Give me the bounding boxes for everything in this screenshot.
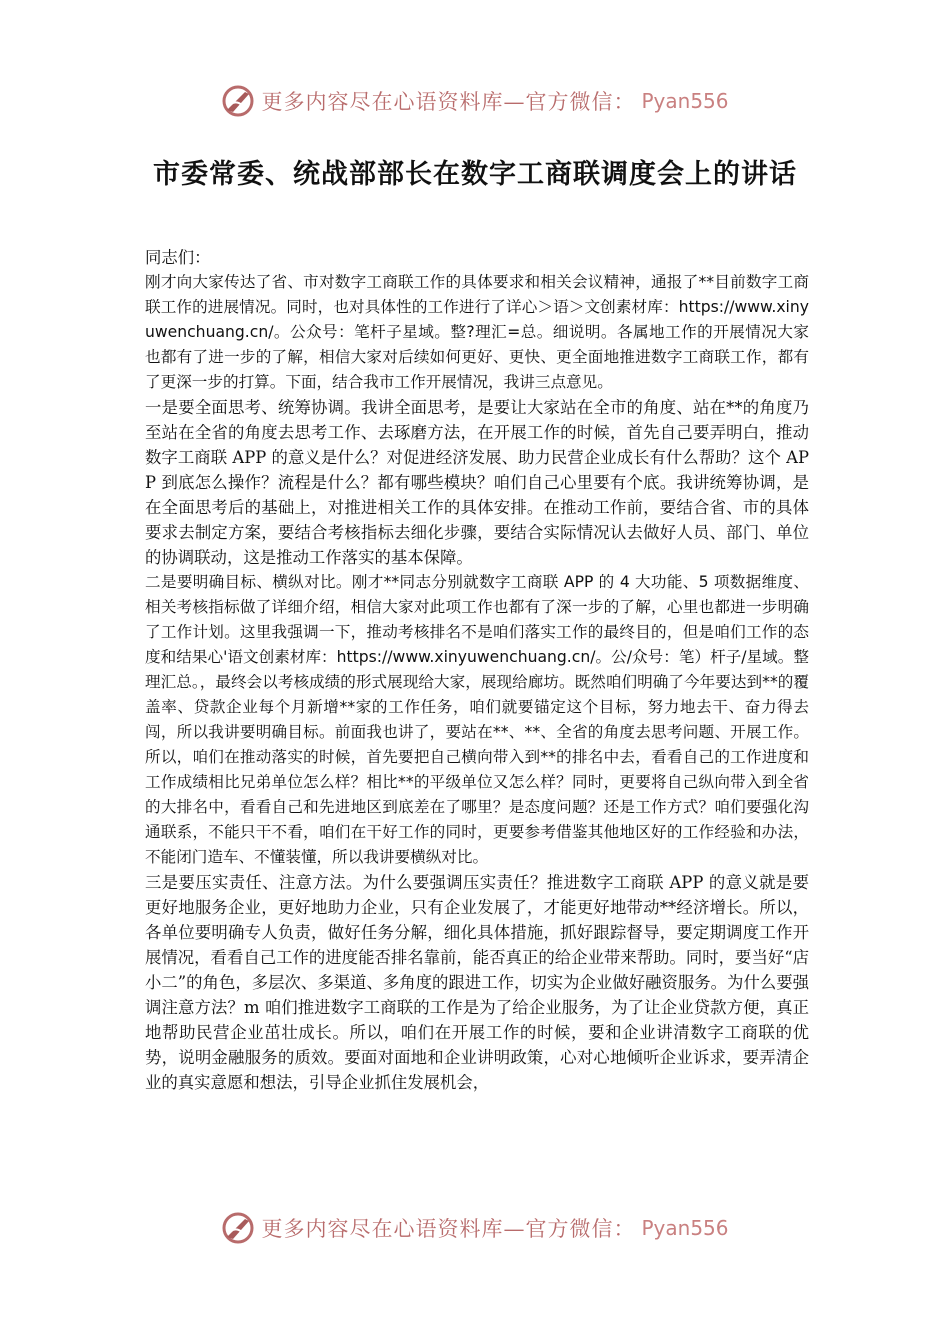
brush-logo-icon (221, 1211, 255, 1245)
salutation: 同志们： (145, 248, 211, 267)
page-title: 市委常委、统战部部长在数字工商联调度会上的讲话 (153, 159, 797, 190)
paragraph-3: 二是要明确目标、横纵对比。刚才**同志分别就数字工商联 APP 的 4 大功能、5 项数据维度、相关考核指标做了详细介绍，相信大家对此项工作也都有了深一步的了解，心里也都进一步明确了工作计划。这里我强调一下，推动考核排名不是咱们落实工作的最终目的，但是咱们工作的态度和结果心'语文创素材库：https://www.xinyuwenchuang.cn/。公/众号：笔）杆子/星域。整理汇总。，最终会以考核成绩的形式展现给大家，展现给廊坊。既然咱们明确了今年要达到**的覆盖率、贷款企业每个月新增**家的工作任务，咱们就要锚定这个目标，努力地去干、奋力得去闯，所以我讲要明确目标。前面我也讲了，要站在**、**、全省的角度去思考问题、开展工作。所以，咱们在推动落实的时候，首先要把自己横向带入到**的排名中去，看看自己的工作进度和工作成绩相比兄弟单位怎么样？相比**的平级单位又怎么样？同时，更要将自己纵向带入到全省的大排名中，看看自己和先进地区到底差在了哪里？是态度问题？还是工作方式？咱们要强化沟通联系，不能只干不看，咱们在干好工作的同时，更要参考借鉴其他地区好的工作经验和办法，不能闭门造车、不懂装懂，所以我讲要横纵对比。 (145, 573, 809, 866)
brush-logo-icon (221, 84, 255, 118)
banner-handle: Pyan556 (641, 89, 729, 113)
paragraph-1: 刚才向大家传达了省、市对数字工商联工作的具体要求和相关会议精神，通报了**目前数字工商联工作的进展情况。同时，也对具体性的工作进行了详心＞语＞文创素材库：https://www.xinyuwenchuang.cn/。公众号：笔杆子星域。整?理汇=总。细说明。各属地工作的开展情况大家也都有了进一步的了解，相信大家对后续如何更好、更快、更全面地推进数字工商联工作，都有了更深一步的打算。下面，结合我市工作开展情况，我讲三点意见。 (145, 273, 809, 391)
footer-banner-handle: Pyan556 (641, 1216, 729, 1240)
header-banner (0, 84, 950, 124)
paragraph-2: 一是要全面思考、统筹协调。我讲全面思考，是要让大家站在全市的角度、站在**的角度乃至站在全省的角度去思考工作、去琢磨方法，在开展工作的时候，首先自己要弄明白，推动数字工商联 APP 的意义是什么？对促进经济发展、助力民营企业成长有什么帮助？这个 APP 到底怎么操作？流程是什么？都有哪些模块？咱们自己心里要有个底。我讲统筹协调，是在全面思考后的基础上，对推进相关工作的具体安排。在推动工作前，要结合省、市的具体要求去制定方案，要结合考核指标去细化步骤，要结合实际情况认去做好人员、部门、单位的协调联动，这是推动工作落实的基本保障。 (145, 398, 809, 567)
footer-banner (0, 1211, 950, 1251)
banner-text: 更多内容尽在心语资料库—官方微信： (261, 90, 636, 114)
footer-banner-text: 更多内容尽在心语资料库—官方微信： (261, 1217, 636, 1241)
speech-body (145, 245, 809, 1095)
paragraph-4: 三是要压实责任、注意方法。为什么要强调压实责任？推进数字工商联 APP 的意义就是要更好地服务企业，更好地助力企业，只有企业发展了，才能更好地带动**经济增长。所以，各单位要明确专人负责，做好任务分解，细化具体措施，抓好跟踪督导，要定期调度工作开展情况，看看自己工作的进度能否排名靠前，能否真正的给企业带来帮助。同时，要当好“店小二”的角色，多层次、多渠道、多角度的跟进工作，切实为企业做好融资服务。为什么要强调注意方法？m 咱们推进数字工商联的工作是为了给企业服务，为了让企业贷款方便，真正地帮助民营企业茁壮成长。所以，咱们在开展工作的时候，要和企业讲清数字工商联的优势，说明金融服务的质效。要面对面地和企业讲明政策，心对心地倾听企业诉求，要弄清企业的真实意愿和想法，引导企业抓住发展机会， (145, 873, 810, 1092)
